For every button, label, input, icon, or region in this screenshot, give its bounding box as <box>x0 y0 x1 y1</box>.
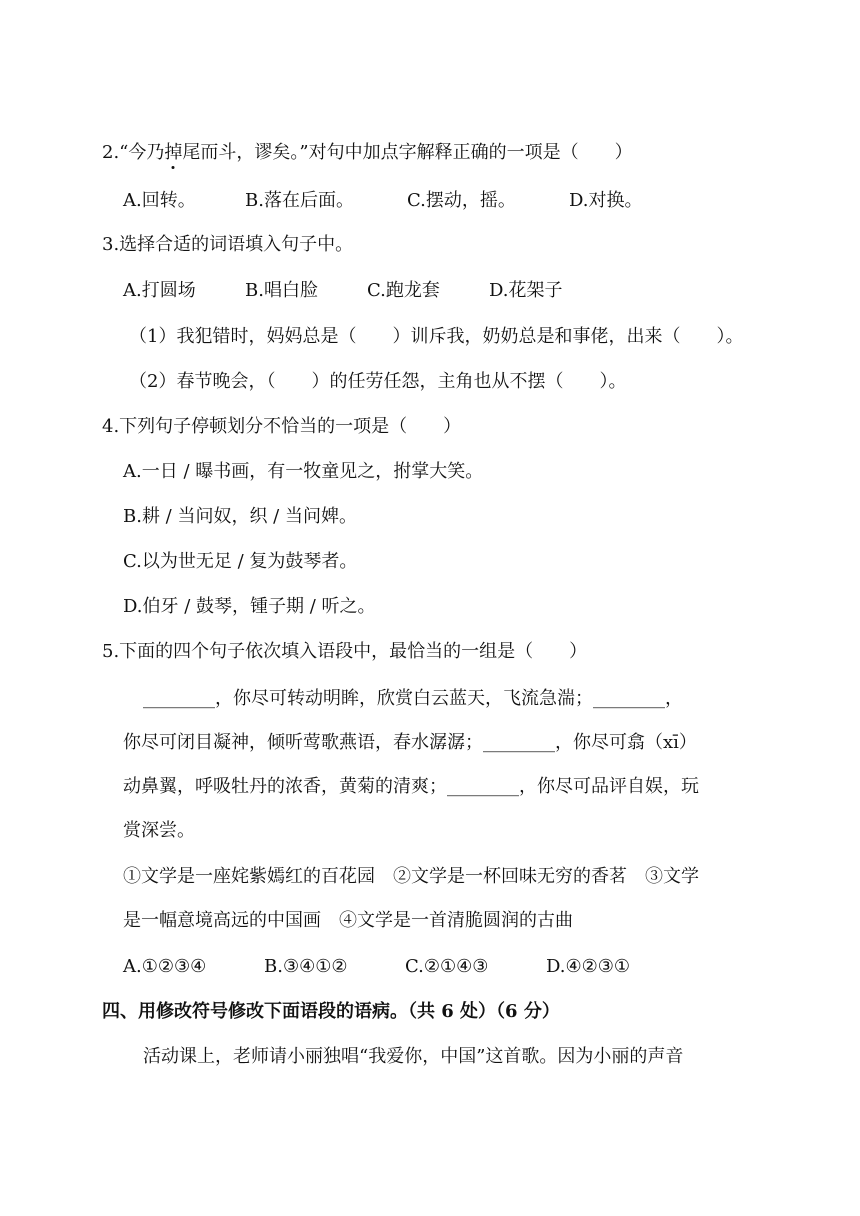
section-4-paragraph-line-1: 活动课上，老师请小丽独唱“我爱你，中国”这首歌。因为小丽的声音 <box>143 1046 684 1067</box>
question-5-passage-line-2: 你尽可闭目凝神，倾听莺歌燕语，春水潺潺；________，你尽可翕（xī） <box>123 732 697 753</box>
option-b: B.落在后面。 <box>245 190 354 211</box>
question-3-options <box>123 279 860 303</box>
option-c: C.摆动，摇。 <box>407 190 516 211</box>
option-a: A.回转。 <box>123 190 196 211</box>
section-4-title: 四、用修改符号修改下面语段的语病。（共 6 处）（6 分） <box>102 1001 560 1022</box>
question-5-options <box>123 955 860 979</box>
question-4-option-b: B.耕 / 当问奴，织 / 当问婢。 <box>123 506 357 527</box>
option-b: B.③④①② <box>264 956 348 977</box>
option-d: D.对换。 <box>569 190 643 211</box>
option-b: B.唱白脸 <box>245 280 318 301</box>
option-c: C.跑龙套 <box>367 280 440 301</box>
question-4-option-d: D.伯牙 / 鼓琴，锺子期 / 听之。 <box>123 596 376 617</box>
question-3-sentence-1: （1）我犯错时，妈妈总是（ ）训斥我，奶奶总是和事佬，出来（ ）。 <box>129 326 744 347</box>
question-4-option-a: A.一日 / 曝书画，有一牧童见之，拊掌大笑。 <box>123 461 484 482</box>
option-a: A.①②③④ <box>123 956 207 977</box>
question-5-stem: 5.下面的四个句子依次填入语段中，最恰当的一组是（ ） <box>102 641 588 662</box>
question-5-choices-line-1: ①文学是一座姹紫嫣红的百花园 ②文学是一杯回味无穷的香茗 ③文学 <box>123 866 699 887</box>
question-5-passage-line-3: 动鼻翼，呼吸牡丹的浓香，黄菊的清爽；________，你尽可品评自娱，玩 <box>123 776 699 797</box>
question-3-stem: 3.选择合适的词语填入句子中。 <box>102 234 354 255</box>
option-d: D.花架子 <box>489 280 563 301</box>
question-5-choices-line-2: 是一幅意境高远的中国画 ④文学是一首清脆圆润的古曲 <box>123 910 573 931</box>
question-2-stem: 2.“今乃掉尾而斗，谬矣。”对句中加点字解释正确的一项是（ ） <box>102 142 633 163</box>
option-d: D.④②③① <box>546 956 631 977</box>
question-4-option-c: C.以为世无足 / 复为鼓琴者。 <box>123 551 358 572</box>
question-4-stem: 4.下列句子停顿划分不恰当的一项是（ ） <box>102 416 462 437</box>
option-c: C.②①④③ <box>405 956 489 977</box>
question-5-passage-line-1: ________，你尽可转动明眸，欣赏白云蓝天，飞流急湍；________， <box>143 688 683 709</box>
question-2-options <box>123 189 860 213</box>
option-a: A.打圆场 <box>123 280 196 301</box>
question-5-passage-line-4: 赏深尝。 <box>123 820 195 841</box>
emphasis-dot-char: 掉 <box>164 142 183 163</box>
question-3-sentence-2: （2）春节晚会，（ ）的任劳任怨，主角也从不摆（ ）。 <box>129 371 627 392</box>
